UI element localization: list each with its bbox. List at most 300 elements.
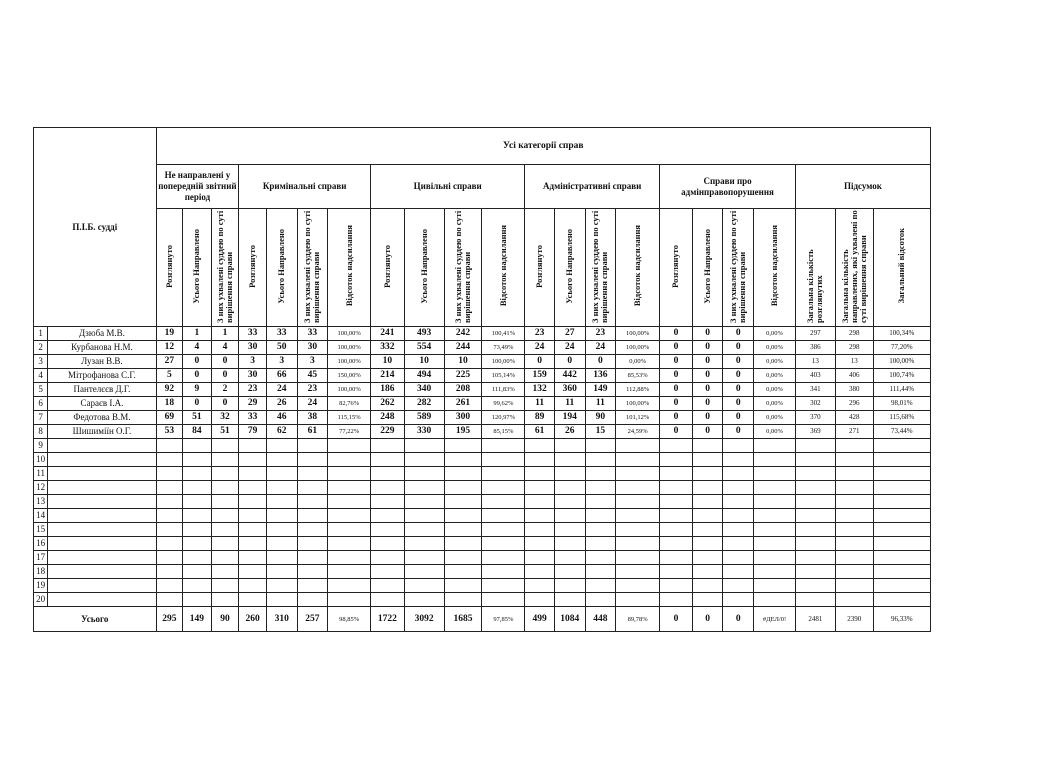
empty-cell — [660, 579, 693, 593]
empty-cell — [795, 467, 835, 481]
empty-cell — [239, 537, 267, 551]
empty-cell — [660, 495, 693, 509]
empty-cell — [156, 565, 183, 579]
total-ap-1: 0 — [692, 607, 723, 632]
empty-cell — [660, 453, 693, 467]
cell-not-sent-2: 32 — [211, 411, 239, 425]
empty-cell — [482, 523, 525, 537]
cell-crim-2: 30 — [297, 341, 328, 355]
cell-civ-percent: 120,97% — [482, 411, 525, 425]
cell-not-sent-2: 51 — [211, 425, 239, 439]
empty-cell — [723, 509, 754, 523]
empty-cell — [835, 453, 873, 467]
cell-crim-1: 3 — [266, 355, 297, 369]
cell-crim-2: 33 — [297, 327, 328, 341]
cell-ap-0: 0 — [660, 383, 693, 397]
empty-cell — [873, 537, 930, 551]
judge-name: Федотова В.М. — [48, 411, 156, 425]
empty-cell — [239, 439, 267, 453]
judge-name: Сараєв І.А. — [48, 397, 156, 411]
empty-cell — [211, 467, 239, 481]
empty-cell — [692, 439, 723, 453]
empty-cell — [211, 439, 239, 453]
empty-cell — [585, 565, 616, 579]
cell-adm-2: 136 — [585, 369, 616, 383]
empty-cell — [692, 523, 723, 537]
empty-cell — [873, 509, 930, 523]
empty-cell — [616, 467, 660, 481]
cell-civ-2: 244 — [444, 341, 482, 355]
row-index: 1 — [34, 327, 48, 341]
cell-summary-total-reviewed: 341 — [795, 383, 835, 397]
total-row — [34, 607, 931, 632]
cell-ap-2: 0 — [723, 411, 754, 425]
table-row — [34, 369, 931, 383]
cell-ap-1: 0 — [692, 383, 723, 397]
cell-civ-percent: 73,49% — [482, 341, 525, 355]
cell-crim-1: 46 — [266, 411, 297, 425]
empty-cell — [835, 565, 873, 579]
total-summary-reviewed: 2481 — [795, 607, 835, 632]
cell-civ-percent: 100,41% — [482, 327, 525, 341]
cell-not-sent-2: 4 — [211, 341, 239, 355]
empty-cell — [297, 565, 328, 579]
subheader-admin-offenses-1 — [692, 209, 723, 327]
row-index: 6 — [34, 397, 48, 411]
empty-cell — [585, 551, 616, 565]
cell-not-sent-1: 84 — [183, 425, 212, 439]
row-index: 16 — [34, 537, 48, 551]
empty-cell — [873, 593, 930, 607]
cell-adm-0: 159 — [525, 369, 555, 383]
cell-summary-percent: 100,00% — [873, 355, 930, 369]
cell-civ-0: 10 — [371, 355, 405, 369]
cell-crim-percent: 100,00% — [328, 383, 371, 397]
cell-civ-0: 241 — [371, 327, 405, 341]
total-civ-percent: 97,85% — [482, 607, 525, 632]
cell-not-sent-1: 9 — [183, 383, 212, 397]
empty-cell — [444, 439, 482, 453]
empty-cell — [266, 509, 297, 523]
empty-cell — [211, 523, 239, 537]
table-row — [34, 425, 931, 439]
total-adm-1: 1084 — [554, 607, 585, 632]
table-row-empty — [34, 467, 931, 481]
cell-ap-2: 0 — [723, 369, 754, 383]
table-row — [34, 341, 931, 355]
cell-not-sent-1: 0 — [183, 397, 212, 411]
empty-cell — [835, 523, 873, 537]
column-header-text: З них ухвалені суддею по суті вирішення справи — [215, 210, 234, 323]
column-header-text: З них ухвалені суддею по суті вирішення справи — [302, 210, 322, 323]
empty-cell — [525, 565, 555, 579]
empty-cell — [266, 495, 297, 509]
empty-cell — [444, 593, 482, 607]
empty-cell — [266, 579, 297, 593]
total-summary-sent: 2390 — [835, 607, 873, 632]
cell-not-sent-1: 1 — [183, 327, 212, 341]
empty-cell — [616, 453, 660, 467]
column-header-text: Загальна кількість направлених, які ухвалені по суті вирішення справи — [839, 210, 868, 323]
cell-civ-1: 494 — [404, 369, 444, 383]
empty-cell — [723, 495, 754, 509]
empty-cell — [873, 453, 930, 467]
empty-cell — [616, 509, 660, 523]
cell-civ-1: 493 — [404, 327, 444, 341]
cell-summary-total-sent: 271 — [835, 425, 873, 439]
empty-cell — [297, 579, 328, 593]
empty-cell — [692, 565, 723, 579]
empty-cell — [795, 453, 835, 467]
empty-cell — [873, 579, 930, 593]
subheader-admin-offenses-3 — [754, 209, 796, 327]
total-crim-percent: 98,85% — [328, 607, 371, 632]
cell-ap-0: 0 — [660, 369, 693, 383]
total-civ-1: 3092 — [404, 607, 444, 632]
row-index: 7 — [34, 411, 48, 425]
total-civ-0: 1722 — [371, 607, 405, 632]
cell-ap-1: 0 — [692, 355, 723, 369]
empty-cell — [444, 551, 482, 565]
empty-cell — [404, 537, 444, 551]
column-header-text: Розглянуто — [670, 244, 681, 288]
empty-cell — [48, 467, 156, 481]
table-row-empty — [34, 593, 931, 607]
cell-summary-percent: 111,44% — [873, 383, 930, 397]
empty-cell — [266, 439, 297, 453]
cell-crim-0: 33 — [239, 327, 267, 341]
cell-adm-1: 0 — [554, 355, 585, 369]
empty-cell — [835, 439, 873, 453]
empty-cell — [444, 495, 482, 509]
cell-adm-2: 149 — [585, 383, 616, 397]
empty-cell — [585, 537, 616, 551]
empty-cell — [183, 537, 212, 551]
cell-crim-1: 50 — [266, 341, 297, 355]
cell-ap-2: 0 — [723, 327, 754, 341]
total-crim-2: 257 — [297, 607, 328, 632]
empty-cell — [482, 495, 525, 509]
empty-cell — [616, 495, 660, 509]
empty-cell — [795, 593, 835, 607]
cell-ap-1: 0 — [692, 425, 723, 439]
empty-cell — [795, 579, 835, 593]
empty-cell — [211, 495, 239, 509]
empty-cell — [183, 439, 212, 453]
empty-cell — [48, 579, 156, 593]
empty-cell — [554, 537, 585, 551]
cell-not-sent-2: 1 — [211, 327, 239, 341]
cell-summary-total-sent: 406 — [835, 369, 873, 383]
cell-crim-1: 62 — [266, 425, 297, 439]
empty-cell — [266, 481, 297, 495]
cell-adm-percent: 85,53% — [616, 369, 660, 383]
column-header-text: Відсоток надсилання — [497, 225, 508, 307]
column-header-text: Розглянуто — [247, 244, 258, 288]
empty-cell — [585, 453, 616, 467]
cell-civ-2: 225 — [444, 369, 482, 383]
empty-cell — [754, 509, 796, 523]
row-index: 12 — [34, 481, 48, 495]
cell-adm-percent: 24,59% — [616, 425, 660, 439]
cell-civ-1: 330 — [404, 425, 444, 439]
table-row-empty — [34, 453, 931, 467]
row-index: 20 — [34, 593, 48, 607]
empty-cell — [239, 551, 267, 565]
empty-cell — [660, 537, 693, 551]
cell-adm-0: 24 — [525, 341, 555, 355]
row-index: 11 — [34, 467, 48, 481]
empty-cell — [404, 481, 444, 495]
empty-cell — [525, 495, 555, 509]
judge-name: Лузан В.В. — [48, 355, 156, 369]
subheader-admin-offenses-0 — [660, 209, 693, 327]
empty-cell — [754, 565, 796, 579]
empty-cell — [156, 453, 183, 467]
cell-ap-percent: 0,00% — [754, 425, 796, 439]
empty-cell — [795, 495, 835, 509]
total-summary-percent: 96,33% — [873, 607, 930, 632]
empty-cell — [660, 481, 693, 495]
empty-cell — [444, 579, 482, 593]
row-index: 15 — [34, 523, 48, 537]
empty-cell — [297, 551, 328, 565]
empty-cell — [404, 439, 444, 453]
empty-cell — [297, 593, 328, 607]
cell-summary-percent: 77,20% — [873, 341, 930, 355]
empty-cell — [328, 467, 371, 481]
judge-name: Мітрофанова С.Г. — [48, 369, 156, 383]
cell-ap-percent: 0,00% — [754, 411, 796, 425]
empty-cell — [873, 523, 930, 537]
cell-adm-percent: 0,00% — [616, 355, 660, 369]
cell-ap-0: 0 — [660, 397, 693, 411]
empty-cell — [585, 509, 616, 523]
cell-adm-0: 61 — [525, 425, 555, 439]
empty-cell — [525, 467, 555, 481]
cell-crim-1: 66 — [266, 369, 297, 383]
column-header-text: Розглянуто — [534, 244, 545, 288]
empty-cell — [482, 467, 525, 481]
empty-cell — [616, 565, 660, 579]
total-civ-2: 1685 — [444, 607, 482, 632]
empty-cell — [444, 453, 482, 467]
subheader-administrative-0 — [525, 209, 555, 327]
column-header-text: Розглянуто — [163, 244, 174, 288]
cell-ap-percent: 0,00% — [754, 383, 796, 397]
empty-cell — [211, 453, 239, 467]
row-index: 14 — [34, 509, 48, 523]
empty-cell — [723, 453, 754, 467]
row-index: 5 — [34, 383, 48, 397]
empty-cell — [444, 565, 482, 579]
empty-cell — [482, 593, 525, 607]
empty-cell — [328, 579, 371, 593]
empty-cell — [371, 579, 405, 593]
empty-cell — [266, 467, 297, 481]
empty-cell — [723, 551, 754, 565]
empty-cell — [525, 579, 555, 593]
empty-cell — [660, 467, 693, 481]
empty-cell — [297, 537, 328, 551]
cell-ap-1: 0 — [692, 397, 723, 411]
cell-ap-2: 0 — [723, 397, 754, 411]
judge-name: Пантелєєв Д.Г. — [48, 383, 156, 397]
cell-civ-1: 282 — [404, 397, 444, 411]
empty-cell — [692, 579, 723, 593]
empty-cell — [554, 551, 585, 565]
cell-not-sent-0: 27 — [156, 355, 183, 369]
cell-ap-0: 0 — [660, 425, 693, 439]
empty-cell — [835, 593, 873, 607]
row-index: 10 — [34, 453, 48, 467]
total-crim-1: 310 — [266, 607, 297, 632]
empty-cell — [404, 593, 444, 607]
judge-name: Дзюба М.В. — [48, 327, 156, 341]
empty-cell — [482, 551, 525, 565]
column-header-text: Відсоток надсилання — [769, 225, 780, 307]
group-header-admin-offenses: Справи про адмінправопорушення — [660, 165, 796, 209]
empty-cell — [211, 593, 239, 607]
empty-cell — [554, 523, 585, 537]
empty-cell — [525, 481, 555, 495]
empty-cell — [616, 523, 660, 537]
cell-ap-2: 0 — [723, 425, 754, 439]
cell-adm-1: 11 — [554, 397, 585, 411]
empty-cell — [239, 453, 267, 467]
empty-cell — [554, 579, 585, 593]
empty-cell — [371, 551, 405, 565]
group-header-administrative: Адміністративні справи — [525, 165, 660, 209]
subheader-not-sent-2 — [211, 209, 239, 327]
subheader-summary-2 — [873, 209, 930, 327]
empty-cell — [554, 509, 585, 523]
cell-adm-0: 132 — [525, 383, 555, 397]
cell-crim-0: 3 — [239, 355, 267, 369]
cell-adm-2: 15 — [585, 425, 616, 439]
table-row — [34, 327, 931, 341]
subheader-civil-1 — [404, 209, 444, 327]
empty-cell — [795, 537, 835, 551]
cell-ap-percent: 0,00% — [754, 369, 796, 383]
cell-summary-percent: 73,44% — [873, 425, 930, 439]
empty-cell — [183, 593, 212, 607]
table-row — [34, 397, 931, 411]
empty-cell — [48, 439, 156, 453]
empty-cell — [692, 453, 723, 467]
column-header-text: З них ухвалені суддею по суті вирішення справи — [452, 210, 472, 323]
subheader-civil-0 — [371, 209, 405, 327]
empty-cell — [525, 537, 555, 551]
empty-cell — [156, 593, 183, 607]
cell-crim-2: 3 — [297, 355, 328, 369]
cell-ap-percent: 0,00% — [754, 397, 796, 411]
empty-cell — [616, 579, 660, 593]
empty-cell — [266, 453, 297, 467]
empty-cell — [873, 565, 930, 579]
subheader-criminal-3 — [328, 209, 371, 327]
cell-ap-0: 0 — [660, 411, 693, 425]
cell-summary-total-sent: 13 — [835, 355, 873, 369]
cell-crim-percent: 82,76% — [328, 397, 371, 411]
empty-cell — [873, 481, 930, 495]
empty-cell — [525, 439, 555, 453]
empty-cell — [754, 495, 796, 509]
empty-cell — [371, 481, 405, 495]
judge-name: Шишиміїн О.Г. — [48, 425, 156, 439]
empty-cell — [835, 495, 873, 509]
empty-cell — [692, 481, 723, 495]
cell-ap-percent: 0,00% — [754, 341, 796, 355]
empty-cell — [525, 523, 555, 537]
row-index: 18 — [34, 565, 48, 579]
cell-ap-2: 0 — [723, 341, 754, 355]
cell-civ-1: 340 — [404, 383, 444, 397]
empty-cell — [239, 579, 267, 593]
empty-cell — [371, 453, 405, 467]
empty-cell — [156, 481, 183, 495]
subheader-criminal-0 — [239, 209, 267, 327]
empty-cell — [156, 495, 183, 509]
cell-not-sent-0: 69 — [156, 411, 183, 425]
empty-cell — [183, 509, 212, 523]
cell-adm-1: 360 — [554, 383, 585, 397]
empty-cell — [48, 593, 156, 607]
empty-cell — [404, 453, 444, 467]
empty-cell — [48, 523, 156, 537]
subheader-administrative-1 — [554, 209, 585, 327]
empty-cell — [754, 439, 796, 453]
empty-cell — [444, 523, 482, 537]
empty-cell — [835, 509, 873, 523]
row-index: 19 — [34, 579, 48, 593]
row-index: 17 — [34, 551, 48, 565]
cell-adm-2: 23 — [585, 327, 616, 341]
cell-civ-percent: 85,15% — [482, 425, 525, 439]
table-row-empty — [34, 495, 931, 509]
cell-summary-total-reviewed: 369 — [795, 425, 835, 439]
column-header-text: Загальний відсоток — [896, 228, 907, 304]
row-index: 9 — [34, 439, 48, 453]
table-row-empty — [34, 551, 931, 565]
empty-cell — [183, 481, 212, 495]
empty-cell — [692, 495, 723, 509]
cell-civ-0: 262 — [371, 397, 405, 411]
empty-cell — [873, 495, 930, 509]
cell-summary-total-reviewed: 302 — [795, 397, 835, 411]
row-index: 8 — [34, 425, 48, 439]
empty-cell — [754, 579, 796, 593]
empty-cell — [554, 439, 585, 453]
empty-cell — [156, 509, 183, 523]
empty-cell — [183, 551, 212, 565]
cell-adm-percent: 100,00% — [616, 397, 660, 411]
cell-adm-2: 90 — [585, 411, 616, 425]
empty-cell — [297, 439, 328, 453]
empty-cell — [156, 467, 183, 481]
cell-summary-total-sent: 298 — [835, 341, 873, 355]
empty-cell — [328, 537, 371, 551]
subheader-civil-3 — [482, 209, 525, 327]
empty-cell — [404, 467, 444, 481]
column-header-text: Загальна кількість розглянутих — [805, 249, 825, 323]
cell-adm-1: 442 — [554, 369, 585, 383]
empty-cell — [48, 537, 156, 551]
empty-cell — [723, 467, 754, 481]
cell-crim-0: 79 — [239, 425, 267, 439]
empty-cell — [48, 551, 156, 565]
cell-crim-percent: 115,15% — [328, 411, 371, 425]
